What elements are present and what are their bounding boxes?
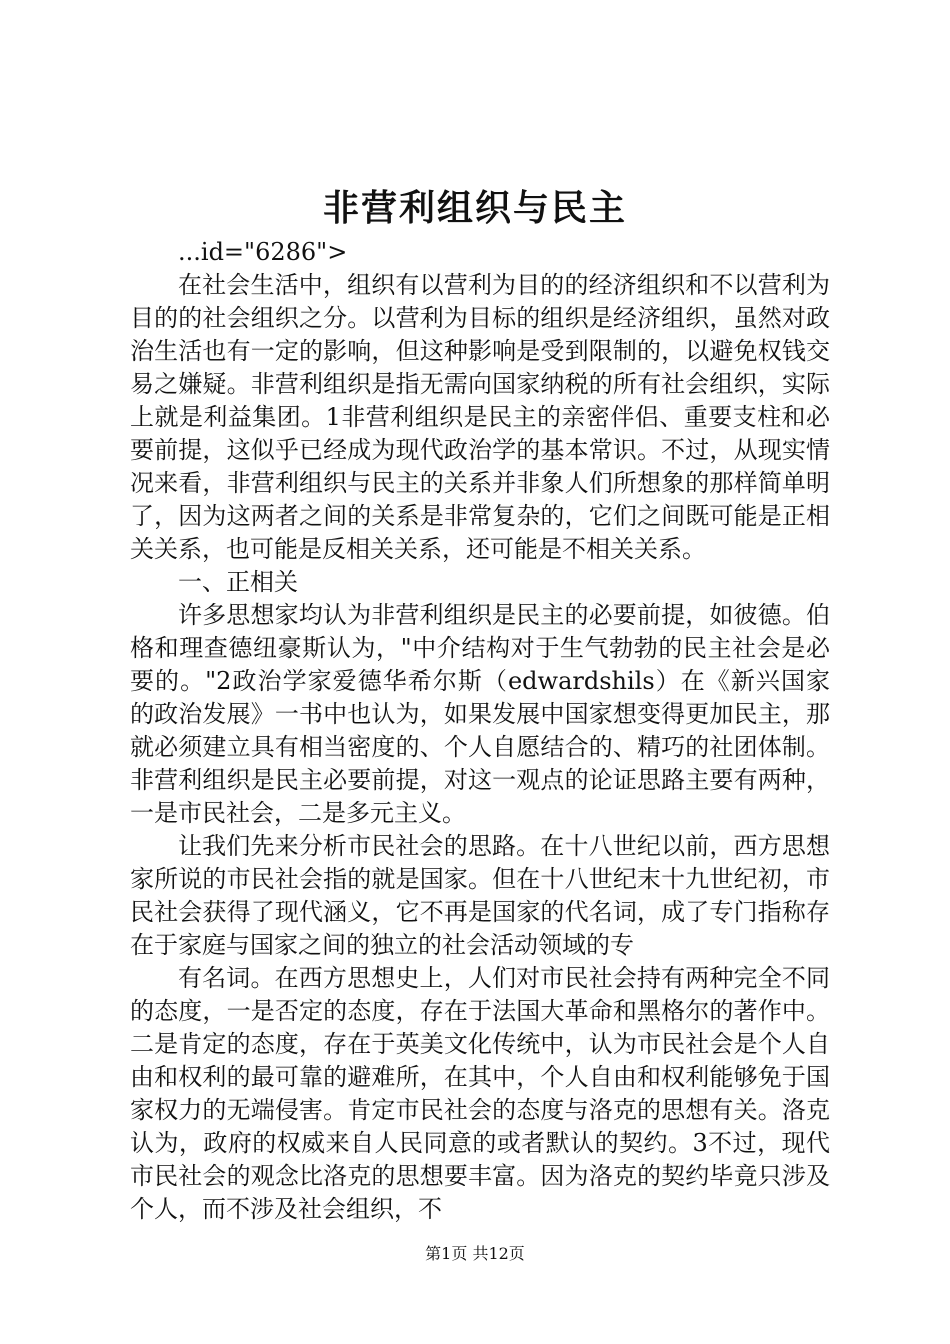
paragraph-intro: 在社会生活中，组织有以营利为目的的经济组织和不以营利为目的的社会组织之分。以营利为目标的组织是经济组织，虽然对政治生活也有一定的影响，但这种影响是受到限制的，以避免权钱交易之嫌疑。非营利组织是指无需向国家纳税的所有社会组织，实际上就是利益集团。1非营利组织是民主的亲密伴侣、重要支柱和必要前提，这似乎已经成为现代政治学的基本常识。不过，从现实情况来看，非营利组织与民主的关系并非象人们所想象的那样简单明了，因为这两者之间的关系是非常复杂的，它们之间既可能是正相关关系，也可能是反相关关系，还可能是不相关关系。 [130,271,830,563]
paragraph-attitudes: 有名词。在西方思想史上，人们对市民社会持有两种完全不同的态度，一是否定的态度，存在于法国大革命和黑格尔的著作中。二是肯定的态度，存在于英美文化传统中，认为市民社会是个人自由和权利的最可靠的避难所，在其中，个人自由和权利能够免于国家权力的无端侵害。肯定市民社会的态度与洛克的思想有关。洛克认为，政府的权威来自人民同意的或者默认的契约。3不过，现代市民社会的观念比洛克的思想要丰富。因为洛克的契约毕竟只涉及个人，而不涉及社会组织，不 [130,964,830,1223]
paragraph-id-fragment: ...id="6286"> [178,238,348,266]
paragraph-thinkers: 许多思想家均认为非营利组织是民主的必要前提，如彼德。伯格和理查德纽豪斯认为，"中介结构对于生气勃勃的民主社会是必要的。"2政治学家爱德华希尔斯（edwardshils）在《新兴国家的政治发展》一书中也认为，如果发展中国家想变得更加民主，那就必须建立具有相当密度的、个人自愿结合的、精巧的社团体制。非营利组织是民主必要前提，对这一观点的论证思路主要有两种，一是市民社会，二是多元主义。 [130,601,830,827]
section-heading-positive-correlation: 一、正相关 [178,568,298,596]
document-body [130,236,830,1226]
document-title: 非营利组织与民主 [322,187,627,229]
paragraph-civil-society: 让我们先来分析市民社会的思路。在十八世纪以前，西方思想家所说的市民社会指的就是国家。但在十八世纪末十九世纪初，市民社会获得了现代涵义，它不再是国家的代名词，成了专门指称存在于家庭与国家之间的独立的社会活动领域的专 [130,832,830,959]
page-footer: 第1页 共12页 [425,1244,525,1263]
